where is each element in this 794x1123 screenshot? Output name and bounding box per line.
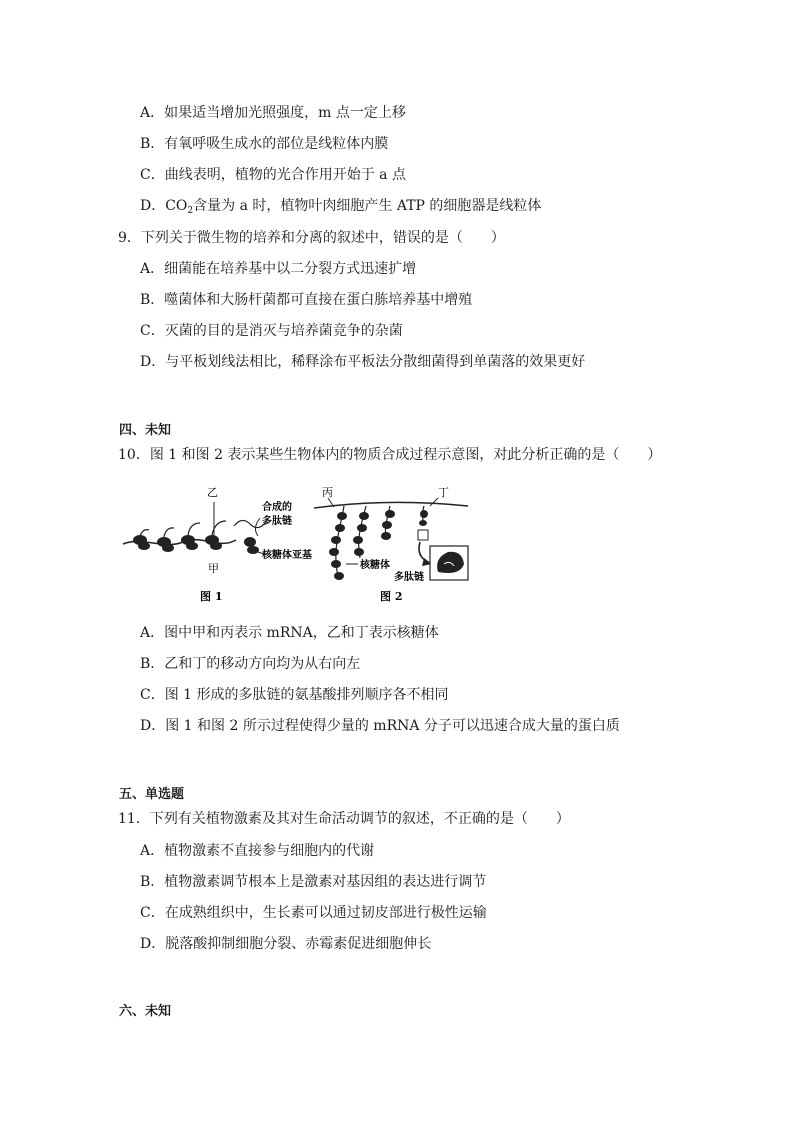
- fig1-ribosome-1: [133, 530, 150, 550]
- q9-option-d: D．与平板划线法相比，稀释涂布平板法分散细菌得到单菌落的效果更好: [140, 354, 586, 370]
- q10-option-a: A．图中甲和丙表示 mRNA，乙和丁表示核糖体: [140, 625, 439, 641]
- q9-option-c: C．灭菌的目的是消灭与培养菌竞争的杂菌: [140, 323, 403, 339]
- q8-option-d: [140, 197, 541, 220]
- q10-option-d: D．图 1 和图 2 所示过程使得少量的 mRNA 分子可以迅速合成大量的蛋白质: [140, 718, 620, 734]
- q8-option-d-prefix: D．CO: [140, 198, 188, 214]
- q8-option-d-rest: 含量为 a 时，植物叶肉细胞产生 ATP 的细胞器是线粒体: [193, 198, 542, 214]
- fig2-label-ribosome: 核糖体: [360, 560, 390, 571]
- q11-stem: 11．下列有关植物激素及其对生命活动调节的叙述，不正确的是（ ）: [118, 811, 570, 827]
- fig1-label-jia: 甲: [208, 562, 219, 575]
- fig1-label-yi: 乙: [207, 486, 218, 499]
- section-5-title: 五、单选题: [119, 787, 185, 802]
- q10-option-c: C．图 1 形成的多肽链的氨基酸排列顺序各不相同: [140, 687, 449, 703]
- fig2-dna-strand: [314, 502, 468, 508]
- q10-option-b: B．乙和丁的移动方向均为从右向左: [140, 656, 361, 672]
- q8-option-c: C．曲线表明，植物的光合作用开始于 a 点: [140, 167, 406, 183]
- q8-option-b: B．有氧呼吸生成水的部位是线粒体内膜: [140, 136, 389, 152]
- fig2-chain-3: [381, 506, 395, 540]
- fig2-chain-1: [329, 506, 347, 580]
- q11-option-d: D．脱落酸抑制细胞分裂、赤霉素促进细胞伸长: [140, 936, 432, 952]
- fig2-label-bing: 丙: [322, 486, 333, 499]
- q11-option-b: B．植物激素调节根本上是激素对基因组的表达进行调节: [140, 874, 487, 890]
- section-6-title: 六、未知: [119, 1004, 172, 1019]
- fig1-caption: 图 1: [200, 590, 223, 603]
- fig1-ribosome-3: [181, 523, 200, 550]
- q10-stem: 10．图 1 和图 2 表示某些生物体内的物质合成过程示意图，对此分析正确的是（ ）: [118, 447, 662, 463]
- q11-option-c: C．在成熟组织中，生长素可以通过韧皮部进行极性运输: [140, 905, 487, 921]
- q8-option-a: A．如果适当增加光照强度，m 点一定上移: [140, 105, 406, 121]
- fig2-label-ding: 丁: [438, 486, 449, 499]
- fig1-label-subunit: 核糖体亚基: [262, 550, 312, 561]
- fig2-zoom-small-box: [418, 530, 428, 540]
- fig1-label-peptide-1: 合成的: [262, 502, 292, 513]
- fig1-label-peptide-2: 多肽链: [262, 516, 292, 527]
- fig2-zoom-arrow: [419, 542, 428, 562]
- fig2-chain-4: [419, 506, 428, 526]
- q9-option-a: A．细菌能在培养基中以二分裂方式迅速扩增: [140, 261, 417, 277]
- q8-option-d-subscript: 2: [187, 206, 194, 216]
- fig2-label-peptide: 多肽链: [394, 572, 424, 583]
- fig2-ding-pointer: [430, 498, 438, 506]
- q9-option-b: B．噬菌体和大肠杆菌都可直接在蛋白胨培养基中增殖: [140, 292, 473, 308]
- fig1-ribosome-subunits: [244, 537, 259, 554]
- q11-option-a: A．植物激素不直接参与细胞内的代谢: [140, 843, 375, 859]
- section-4-title: 四、未知: [119, 423, 172, 438]
- q9-stem: 9．下列关于微生物的培养和分离的叙述中，错误的是（ ）: [118, 230, 505, 246]
- fig2-chain-2: [353, 506, 369, 558]
- fig1-ribosome-4: [205, 521, 226, 550]
- q10-figure: [118, 480, 488, 610]
- fig2-caption: 图 2: [380, 590, 403, 603]
- fig1-ribosome-2: [157, 528, 174, 552]
